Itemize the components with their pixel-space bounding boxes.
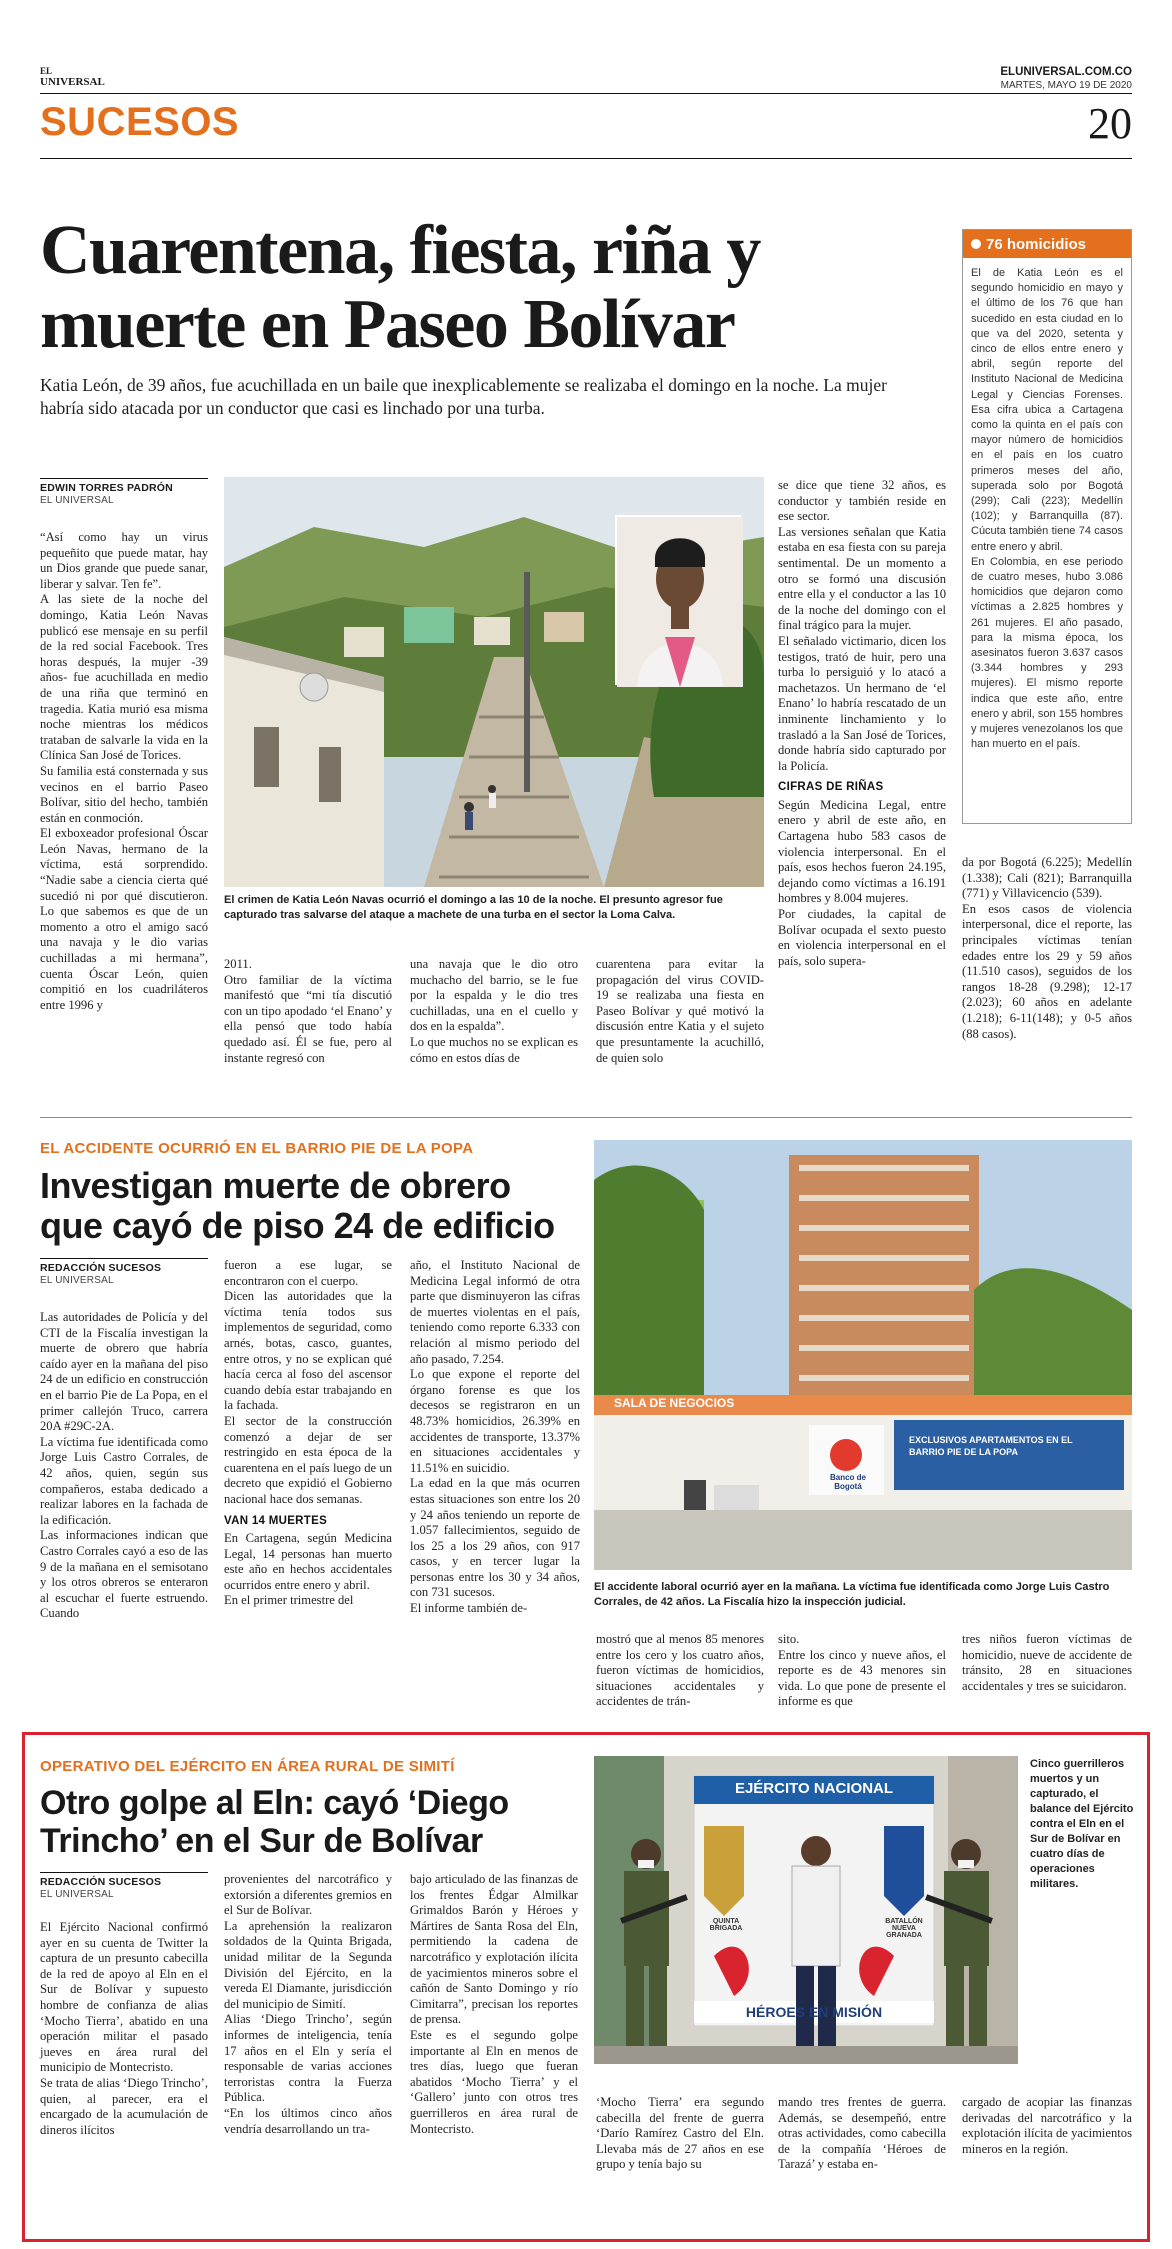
story2-headline[interactable] (40, 1166, 600, 1246)
story2-column-3: año, el Instituto Nacional de Medicina Legal informó de otra parte que disminuyeron las cifras de muertes violentas en el país, teniendo como reporte 6.333 con relación al mismo periodo del año pasado, 7.254. Lo que expone el reporte del órgano forense es que los decesos se registraron en un 48.73% homicidios, 26.39% en accidentes de transporte, 13.37% en situaciones accidentales y 11.51% en suicidio. La edad en la que más ocurren estas situaciones son entre los 20 y 24 años teniendo un reporte de 1.057 fallecimientos, seguido de los 25 a los 29 años, con 917 casos, y en tercer lugar la personas entre los 30 y 34 años, con 731 sucesos. El informe también de- (410, 1258, 580, 1616)
newspaper-logo (40, 66, 105, 88)
story3-column-4: ‘Mocho Tierra’ era segundo cabecilla del frente de guerra ‘Darío Ramírez Castro del Eln. Llevaba más de 27 años en ese grupo y tenía bajo su (596, 2095, 764, 2172)
story2-kicker: EL ACCIDENTE OCURRIÓ EN EL BARRIO PIE DE LA POPA (40, 1140, 474, 1157)
sidebar-title: 76 homicidios (986, 235, 1087, 253)
story2-caption: El accidente laboral ocurrió ayer en la mañana. La víctima fue identificada como Jorge Luis Castro Corrales, de 42 años. La Fiscalía hizo la inspección judicial. (594, 1581, 1110, 1608)
section-title: SUCESOS (40, 100, 240, 144)
photo-ad-text: EXCLUSIVOS APARTAMENTOS EN EL BARRIO PIE DE LA POPA (909, 1435, 1073, 1457)
story1-photo (224, 477, 764, 887)
sidebar-text: El de Katia León es el segundo homicidio en mayo y el último de los 76 que han sucedido en esta ciudad en lo que va del 2020, setenta y cinco de ellos entre enero y abril, según reporte del Instituto Nacional de Medicina Legal y Ciencias Forenses. Esa cifra ubica a Cartagena como la quinta en el país con mayor número de homicidios en el país en los cuatro primeros meses del año, superada solo por Bogotá (299); Cali (223); Medellín (102); y Barranquilla (87). Cúcuta también tiene 74 casos entre enero y abril. En Colombia, en ese periodo de cuatro meses, hubo 3.086 homicidios que dejaron como víctimas a 2.825 hombres y 261 mujeres. El año pasado, para la misma época, los asesinatos fueron 3.637 casos (3.344 hombres y 293 mujeres). El mismo reporte indica que este año, entre enero y abril, son 155 hombres y mujeres venezolanos los que han muerto en el país. (971, 267, 1123, 751)
story3-caption: Cinco guerrilleros muertos y un capturado, el balance del Ejército contra el Eln en el Sur de Bolívar en cuatro días de operaciones militares. (1030, 1758, 1134, 1890)
victim-portrait (615, 515, 741, 685)
page-number: 20 (1088, 99, 1132, 148)
story3-column-5: mando tres frentes de guerra. Además, se desempeñó, entre otras actividades, como cabecilla de la compañía ‘Héroes de Tarazá’ y estaba en- (778, 2095, 946, 2172)
story1-column-4: cuarentena para evitar la propagación del virus COVID-19 se realizaba una fiesta en Paseo Bolívar y qué motivó la discusión entre Katia y el sujeto que presuntamente la acuchilló, de quien solo (596, 957, 764, 1065)
story3-column-2: provenientes del narcotráfico y extorsión a diferentes gremios en el Sur de Bolívar. La aprehensión la realizaron soldados de la Quinta Brigada, unidad militar de la Segunda División del Ejército, en la vereda El Diamante, jurisdicción del municipio de Simití. Alias ‘Diego Trincho’, según informes de inteligencia, tenía 17 años en el Eln y sería el responsable de varias acciones terroristas contra la Fuerza Pública. “En los últimos cinco años vendría desarrollando un tra- (224, 1872, 392, 2136)
story3-byline (40, 1872, 208, 1900)
story2-source: EL UNIVERSAL (40, 1275, 114, 1286)
story2-subhead-muertes: VAN 14 MUERTES (224, 1514, 328, 1527)
story3-photo (594, 1756, 1018, 2064)
story3-column-3: bajo articulado de las finanzas de los frentes Édgar Almilkar Grimaldos Barón y Héroes y Mártires de Santa Rosa del Eln, permitiendo la cadena de narcotráfico y explotación ilícita de yacimientos mineros sobre el cañón de Santo Domingo y río Cimitarra”, precisan los reportes de prensa. Este es el segundo golpe importante al Eln en menos de tres días, luego que fueran abatidos ‘Mocho Tierra’ y el ‘Gallero’ junto con otros tres guerrilleros en área rural de Montecristo. (410, 1872, 578, 2136)
story1-headline-line2: muerte en Paseo Bolívar (40, 286, 735, 363)
story1-headline-line1: Cuarentena, fiesta, riña y (40, 212, 760, 289)
story3-column-6: cargado de acopiar las finanzas derivadas del narcotráfico y la explotación ilícita de yacimientos mineros en la región. (962, 2095, 1132, 2156)
story1-column-5 (778, 478, 946, 1078)
story2-author: REDACCIÓN SUCESOS (40, 1262, 162, 1274)
story1-headline[interactable] (40, 214, 940, 362)
story3-column-1: El Ejército Nacional confirmó ayer en su cuenta de Twitter la captura de un presunto cabecilla de la red de apoyo al Eln en el Sur de Bolívar y supuesto hombre de confianza de alias ‘Mocho Tierra’, abatido en una operación militar el pasado jueves en área rural del municipio de Montecristo. Se trata de alias ‘Diego Trincho’, quien, al parecer, era el encargado de la acumulación de dineros ilícitos (40, 1920, 208, 2137)
story1-subhead-rinas: CIFRAS DE RIÑAS (778, 781, 884, 794)
photo-bank-text: Banco de Bogotá (829, 1473, 866, 1491)
photo-sign-text: SALA DE NEGOCIOS (614, 1396, 735, 1410)
story2-column-5: sito. Entre los cinco y nueve años, el reporte es de 43 menores sin vida. Lo que pone de presente el informe es que (778, 1632, 946, 1709)
story1-column-3: una navaja que le dio otro muchacho del barrio, se le fue por la espalda y le dio tres cuchilladas, una en el cuello y dos en la espalda”. Lo que muchos no se explican es cómo en estos días de (410, 957, 578, 1065)
story2-photo (594, 1140, 1132, 1570)
story1-column-5b: Según Medicina Legal, entre enero y abril de este año, en Cartagena hubo 583 casos de violencia interpersonal. En el país, esos hechos fueron 24.195, dejando como víctimas a 16.191 hombres y 8.004 mujeres. Por ciudades, la capital de Bolívar ocupada el sexto puesto en violencia interpersonal en el país, solo supera- (778, 797, 946, 968)
story2-photo-scene (594, 1140, 1132, 1570)
story1-column-1: “Así como hay un virus pequeñito que puede matar, hay un Dios grande que puede sanar, liberar y salvar. Ten fe”. A las siete de la noche del domingo, Katia León Navas publicó ese mensaje en su perfil de la red social Facebook. Tres horas después, la mujer -39 años- fue acuchillada en medio de una riña que terminó en tragedia. Katia murió esa misma noche mientras los médicos trataban de salvarle la vida en la Clínica San José de Torices. Su familia está consternada y sus vecinos en el barrio Paseo Bolívar, sitio del hecho, también están en conmoción. El exboxeador profesional Óscar León Navas, hermano de la víctima, está sorprendido. “Nadie sabe a ciencia cierta qué sucedió ni por qué discutieron. Lo que sabemos es que de un momento a otro el amigo sacó una navaja y le dio varias cuchilladas a mi hermana”, cuenta Óscar León, quien compitió en los cuadriláteros entre 1996 y (40, 530, 208, 1012)
banner-right: BATALLÓN NUEVA GRANADA (885, 1918, 923, 1939)
story1-source: EL UNIVERSAL (40, 495, 114, 506)
issue-date: MARTES, MAYO 19 DE 2020 (1000, 80, 1132, 91)
story1-divider (40, 1117, 1132, 1118)
story2-headline-line2: que cayó de piso 24 de edificio (40, 1205, 555, 1246)
story3-headline-line2: Trincho’ en el Sur de Bolívar (40, 1822, 483, 1860)
story3-headline[interactable] (40, 1784, 600, 1860)
logo-line1: EL (40, 66, 53, 76)
story2-column-2b: En Cartagena, según Medicina Legal, 14 personas han muerto este año en hechos accidentales ocurridos entre enero y abril. En el primer trimestre del (224, 1531, 392, 1608)
story2-column-4: mostró que al menos 85 menores entre los cero y los cuatro años, fueron víctimas de homicidios, situaciones accidentales y accidentes de trán- (596, 1632, 764, 1709)
story1-column-6: da por Bogotá (6.225); Medellín (1.338); Cali (821); Barranquilla (771) y Villavicencio (539). En esos casos de violencia interpersonal, dice el reporte, las principales víctimas tenían edades entre los 29 y 59 años (11.510 casos), seguidos de los rangos 18-28 (9.298); 12-17 (2.023); 60 años en adelante (1.218); 6-11(148); y 0-5 años (88 casos). (962, 855, 1132, 1041)
story3-source: EL UNIVERSAL (40, 1889, 114, 1900)
masthead-rule (40, 93, 1132, 94)
story3-author: REDACCIÓN SUCESOS (40, 1876, 162, 1888)
site-url[interactable]: ELUNIVERSAL.COM.CO (1000, 66, 1132, 78)
story1-caption: El crimen de Katia León Navas ocurrió el domingo a las 10 de la noche. El presunto agresor fue capturado tras salvarse del ataque a machete de una turba en el sector la Loma Calva. (224, 894, 723, 921)
sidebar-bullet-icon (971, 239, 981, 249)
story3-headline-line1: Otro golpe al Eln: cayó ‘Diego (40, 1784, 509, 1822)
story2-column-2 (224, 1258, 392, 1718)
banner-bottom: HÉROES EN MISIÓN (745, 2004, 883, 2020)
homicides-sidebar (962, 229, 1132, 824)
section-rule (40, 158, 1132, 159)
story2-headline-line1: Investigan muerte de obrero (40, 1165, 511, 1206)
sidebar-header (963, 230, 1131, 258)
story2-byline (40, 1258, 208, 1286)
banner-title: EJÉRCITO NACIONAL (734, 1780, 894, 1797)
story1-byline (40, 478, 208, 506)
story1-deck: Katia León, de 39 años, fue acuchillada en un baile que inexplicablemente se realizaba el domingo en la noche. La mujer habría sido atacada por un conductor que casi es linchado por una turba. (40, 375, 887, 418)
story2-column-2a: fueron a ese lugar, se encontraron con el cuerpo. Dicen las autoridades que la víctima tenía todos sus implementos de seguridad, como arnés, botas, casco, guantes, entre otros, y no se explican qué hacía cerca al foso del ascensor cuando debía estar trabajando en la fachada. El sector de la construcción comenzó a dejar de ser restringido en esta época de la cuarentena en el país luego de un decreto que expidió el Gobierno nacional hace dos semanas. (224, 1258, 392, 1506)
story2-column-1: Las autoridades de Policía y del CTI de la Fiscalía investigan la muerte de obrero que habría caído ayer en la mañana del piso 24 de un edificio en construcción en el barrio Pie de La Popa, en el primer callejón Truco, carrera 20A #29C-2A. La víctima fue identificada como Jorge Luis Castro Corrales, de 42 años, quien, según sus compañeros, estaba dedicado a realizar labores en la fachada de la edificación. Las informaciones indican que Castro Corrales cayó a eso de las 9 de la mañana en el semisotano y los otros obreros se enteraron al escuchar el fuerte estruendo. Cuando (40, 1310, 208, 1621)
story2-column-6: tres niños fueron víctimas de homicidio, nueve de accidente de tránsito, 28 en situaciones accidentales y tres se suicidaron. (962, 1632, 1132, 1693)
banner-left: QUINTA BRIGADA (709, 1918, 743, 1932)
story1-author: EDWIN TORRES PADRÓN (40, 482, 173, 494)
story3-kicker: OPERATIVO DEL EJÉRCITO EN ÁREA RURAL DE SIMITÍ (40, 1758, 455, 1775)
story1-column-5a: se dice que tiene 32 años, es conductor y también reside en ese sector. Las versiones señalan que Katia estaba en esa fiesta con su pareja sentimental. De un momento a otro se formó una discusión entre ella y el conductor a las 10 de la noche del domingo con el final trágico para la mujer. El señalado victimario, dicen los testigos, trató de huir, pero una turba lo persiguió y lo atacó a machetazos. Un hermano de ‘el Enano’ lo habría rescatado de un inminente linchamiento y lo trasladó a la San José de Torices, donde habría sido capturado por la Policía. (778, 478, 946, 773)
story1-column-2: 2011. Otro familiar de la víctima manifestó que “mi tía discutió con un tipo apodado ‘el Enano’ y ella pensó que todo había quedado así. Él se fue, pero al instante regresó con (224, 957, 392, 1065)
logo-line2: UNIVERSAL (40, 76, 105, 88)
